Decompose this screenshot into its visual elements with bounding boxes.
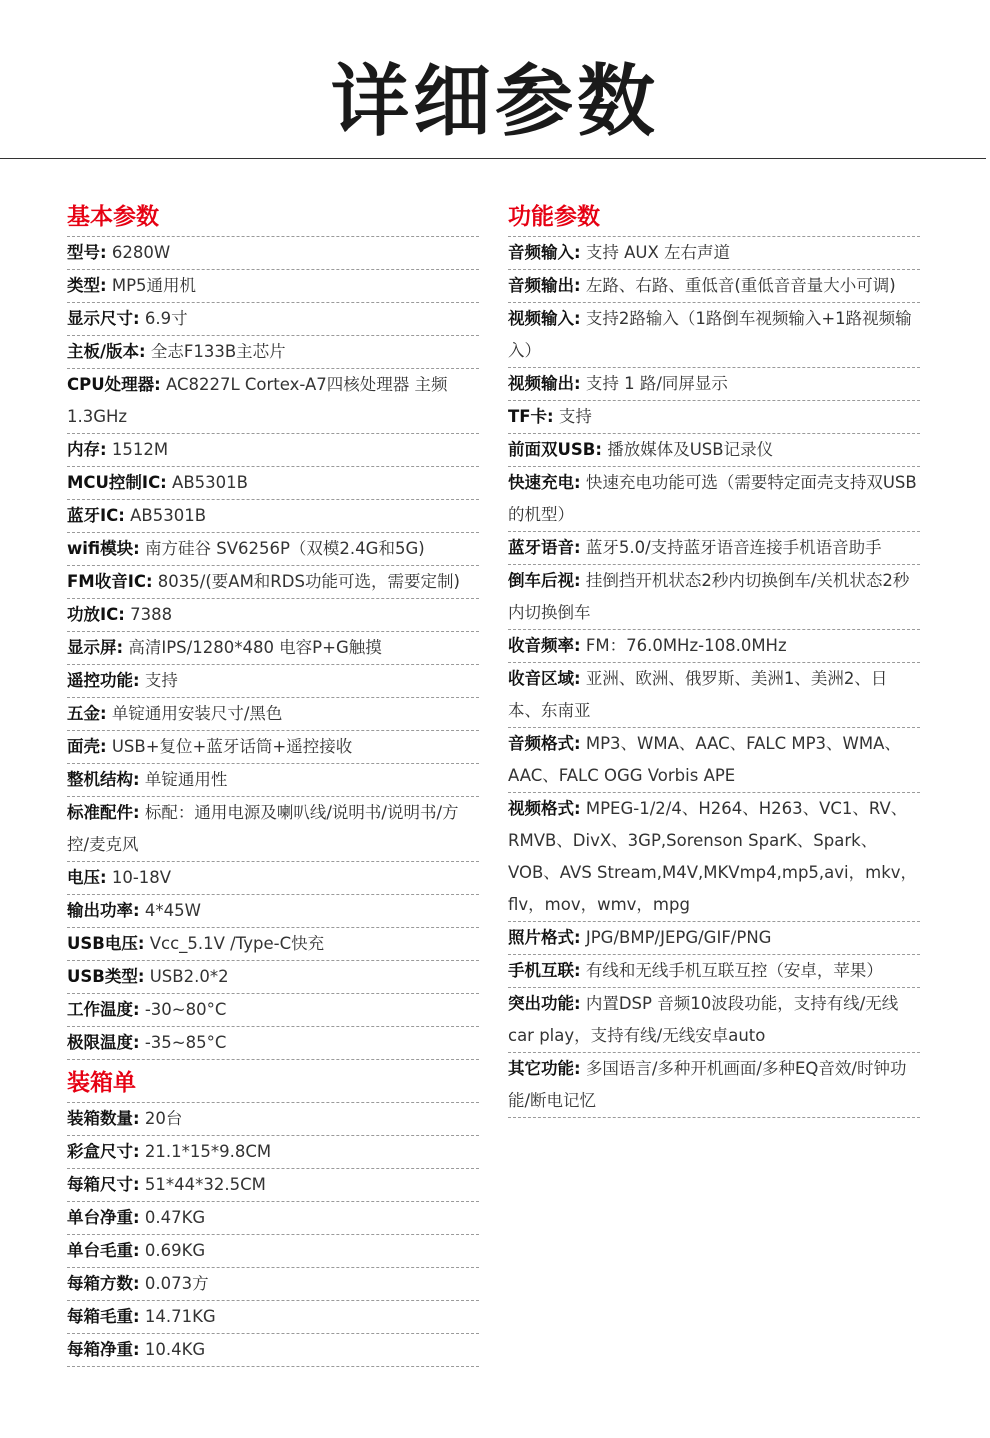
spec-key: 每箱方数: <box>67 1274 140 1293</box>
spec-key: 极限温度: <box>67 1033 140 1052</box>
spec-key: 视频输出: <box>508 374 581 393</box>
spec-key: 内存: <box>67 440 107 459</box>
spec-key: 视频输入: <box>508 309 581 328</box>
spec-row <box>67 533 479 566</box>
spec-row <box>508 922 920 955</box>
spec-value: 多国语言/多种开机画面/多种EQ音效/时钟功能/断电记忆 <box>508 1059 907 1110</box>
spec-row <box>67 1301 479 1334</box>
basic-params-section <box>67 198 479 1060</box>
spec-value: 6280W <box>106 243 171 262</box>
spec-value: 4*45W <box>139 901 201 920</box>
spec-value: 7388 <box>124 605 173 624</box>
spec-value: 0.47KG <box>139 1208 206 1227</box>
spec-value: 51*44*32.5CM <box>139 1175 266 1194</box>
spec-value: 支持 AUX 左右声道 <box>580 243 731 262</box>
spec-key: 单台净重: <box>67 1208 140 1227</box>
spec-row <box>508 630 920 663</box>
spec-row <box>508 955 920 988</box>
spec-value: 20台 <box>139 1109 183 1128</box>
spec-key: 收音频率: <box>508 636 581 655</box>
spec-row <box>67 369 479 434</box>
spec-row <box>67 434 479 467</box>
spec-key: 显示屏: <box>67 638 124 657</box>
spec-row <box>67 797 479 862</box>
spec-key: 快速充电: <box>508 473 581 492</box>
spec-key: 蓝牙语音: <box>508 538 581 557</box>
spec-key: 倒车后视: <box>508 571 581 590</box>
spec-key: 遥控功能: <box>67 671 140 690</box>
spec-row <box>67 270 479 303</box>
spec-key: USB电压: <box>67 934 145 953</box>
spec-value: 21.1*15*9.8CM <box>139 1142 272 1161</box>
spec-key: 手机互联: <box>508 961 581 980</box>
spec-key: 其它功能: <box>508 1059 581 1078</box>
spec-row <box>508 1053 920 1118</box>
spec-row <box>508 303 920 368</box>
spec-row <box>67 303 479 336</box>
spec-key: 收音区域: <box>508 669 581 688</box>
spec-value: AC8227L Cortex-A7四核处理器 主频1.3GHz <box>67 375 448 426</box>
spec-value: 快速充电功能可选（需要特定面壳支持双USB的机型） <box>508 473 917 524</box>
spec-value: 左路、右路、重低音(重低音音量大小可调) <box>580 276 896 295</box>
spec-row <box>67 632 479 665</box>
spec-value: FM：76.0MHz-108.0MHz <box>580 636 787 655</box>
spec-key: 整机结构: <box>67 770 140 789</box>
spec-row <box>508 532 920 565</box>
spec-key: wifi模块: <box>67 539 140 558</box>
spec-value: 单锭通用安装尺寸/黑色 <box>106 704 283 723</box>
spec-key: 单台毛重: <box>67 1241 140 1260</box>
title-divider <box>0 158 986 159</box>
spec-value: 14.71KG <box>139 1307 216 1326</box>
spec-row <box>67 895 479 928</box>
spec-value: 支持2路输入（1路倒车视频输入+1路视频输入） <box>508 309 912 360</box>
spec-row <box>67 665 479 698</box>
spec-row <box>67 928 479 961</box>
spec-row <box>67 237 479 270</box>
spec-value: 8035/(要AM和RDS功能可选，需要定制) <box>152 572 460 591</box>
spec-value: USB2.0*2 <box>144 967 229 986</box>
spec-value: -30~80°C <box>139 1000 227 1019</box>
section-title-packing: 装箱单 <box>67 1064 479 1103</box>
spec-row <box>508 237 920 270</box>
spec-row <box>67 1334 479 1367</box>
spec-key: 五金: <box>67 704 107 723</box>
spec-row <box>67 500 479 533</box>
spec-row <box>67 1027 479 1060</box>
spec-key: 照片格式: <box>508 928 581 947</box>
spec-key: 彩盒尺寸: <box>67 1142 140 1161</box>
spec-row <box>67 1136 479 1169</box>
function-params-section <box>508 198 920 1118</box>
spec-key: 音频输出: <box>508 276 581 295</box>
spec-row <box>67 1169 479 1202</box>
spec-row <box>67 467 479 500</box>
spec-value: 标配：通用电源及喇叭线/说明书/说明书/方控/麦克风 <box>67 803 459 854</box>
spec-key: 每箱尺寸: <box>67 1175 140 1194</box>
spec-value: 0.073方 <box>139 1274 209 1293</box>
spec-key: 电压: <box>67 868 107 887</box>
spec-value: 支持 <box>553 407 592 426</box>
spec-row <box>67 731 479 764</box>
spec-value: 挂倒挡开机状态2秒内切换倒车/关机状态2秒内切换倒车 <box>508 571 910 622</box>
spec-key: MCU控制IC: <box>67 473 167 492</box>
spec-value: 全志F133B主芯片 <box>145 342 286 361</box>
spec-row <box>67 336 479 369</box>
spec-key: TF卡: <box>508 407 554 426</box>
spec-row <box>67 994 479 1027</box>
spec-row <box>67 764 479 797</box>
spec-key: 面壳: <box>67 737 107 756</box>
spec-value: AB5301B <box>124 506 207 525</box>
spec-row <box>508 565 920 630</box>
spec-row <box>67 599 479 632</box>
spec-value: -35~85°C <box>139 1033 227 1052</box>
spec-key: FM收音IC: <box>67 572 153 591</box>
spec-key: 音频输入: <box>508 243 581 262</box>
spec-row <box>508 368 920 401</box>
spec-value: 播放媒体及USB记录仪 <box>601 440 774 459</box>
spec-value: USB+复位+蓝牙话筒+遥控接收 <box>106 737 353 756</box>
spec-value: 有线和无线手机互联互控（安卓，苹果） <box>580 961 883 980</box>
spec-key: 前面双USB: <box>508 440 602 459</box>
page-title: 详细参数 <box>330 57 659 147</box>
packing-list-section <box>67 1064 479 1367</box>
spec-row <box>67 1202 479 1235</box>
spec-row <box>508 988 920 1053</box>
spec-value: MPEG-1/2/4、H264、H263、VC1、RV、RMVB、DivX、3GP,Sorenson SparK、Spark、VOB、AVS Stream,M4V,MKVmp4,mp5,avi，mkv，flv，mov，wmv，mpg <box>508 799 918 914</box>
spec-row <box>508 270 920 303</box>
spec-row <box>67 1103 479 1136</box>
spec-key: 标准配件: <box>67 803 140 822</box>
spec-key: 蓝牙IC: <box>67 506 125 525</box>
spec-value: 6.9寸 <box>139 309 188 328</box>
spec-value: 蓝牙5.0/支持蓝牙语音连接手机语音助手 <box>580 538 882 557</box>
spec-key: USB类型: <box>67 967 145 986</box>
spec-key: 功放IC: <box>67 605 125 624</box>
spec-key: 音频格式: <box>508 734 581 753</box>
spec-key: CPU处理器: <box>67 375 161 394</box>
spec-key: 每箱毛重: <box>67 1307 140 1326</box>
spec-row <box>508 467 920 532</box>
spec-key: 类型: <box>67 276 107 295</box>
spec-key: 每箱净重: <box>67 1340 140 1359</box>
spec-value: 支持 <box>139 671 178 690</box>
section-title-function: 功能参数 <box>508 198 920 237</box>
spec-key: 视频格式: <box>508 799 581 818</box>
spec-value: 南方硅谷 SV6256P（双模2.4G和5G) <box>139 539 425 558</box>
spec-row <box>67 961 479 994</box>
spec-row <box>67 566 479 599</box>
spec-key: 装箱数量: <box>67 1109 140 1128</box>
spec-key: 突出功能: <box>508 994 581 1013</box>
spec-row <box>508 401 920 434</box>
spec-value: 1512M <box>106 440 169 459</box>
spec-value: 0.69KG <box>139 1241 206 1260</box>
spec-value: 10-18V <box>106 868 172 887</box>
spec-value: 亚洲、欧洲、俄罗斯、美洲1、美洲2、日本、东南亚 <box>508 669 888 720</box>
spec-value: 支持 1 路/同屏显示 <box>580 374 728 393</box>
spec-key: 输出功率: <box>67 901 140 920</box>
spec-row <box>67 1268 479 1301</box>
spec-value: MP3、WMA、AAC、FALC MP3、WMA、AAC、FALC OGG Vorbis APE <box>508 734 901 785</box>
spec-value: 内置DSP 音频10波段功能，支持有线/无线car play，支持有线/无线安卓auto <box>508 994 899 1045</box>
spec-value: 10.4KG <box>139 1340 206 1359</box>
spec-row <box>67 1235 479 1268</box>
spec-value: Vcc_5.1V /Type-C快充 <box>144 934 325 953</box>
spec-value: AB5301B <box>166 473 248 492</box>
spec-row <box>67 698 479 731</box>
spec-row <box>508 434 920 467</box>
section-title-basic: 基本参数 <box>67 198 479 237</box>
spec-value: JPG/BMP/JEPG/GIF/PNG <box>580 928 772 947</box>
spec-row <box>508 728 920 793</box>
spec-value: 单锭通用性 <box>139 770 228 789</box>
spec-row <box>508 793 920 922</box>
spec-value: MP5通用机 <box>106 276 197 295</box>
spec-key: 工作温度: <box>67 1000 140 1019</box>
spec-key: 型号: <box>67 243 107 262</box>
spec-key: 显示尺寸: <box>67 309 140 328</box>
spec-row <box>508 663 920 728</box>
spec-row <box>67 862 479 895</box>
spec-key: 主板/版本: <box>67 342 146 361</box>
spec-value: 高清IPS/1280*480 电容P+G触摸 <box>123 638 382 657</box>
